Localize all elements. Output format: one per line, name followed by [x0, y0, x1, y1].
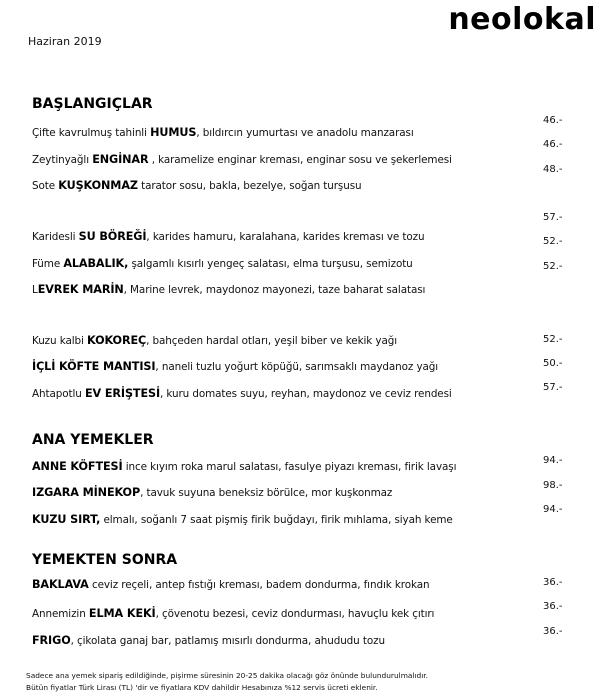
item-desc: , çikolata ganaj bar, patlamış mısırlı dondurma, ahududu tozu [70, 635, 385, 647]
menu-item [32, 634, 385, 648]
menu-item [32, 230, 424, 244]
item-name: İÇLİ KÖFTE MANTISI [32, 360, 156, 373]
item-desc: ince kıyım roka marul salatası, fasulye piyazı kreması, firik lavaşı [122, 461, 457, 473]
item-name: ELMA KEKİ [88, 607, 156, 620]
item-name: SU BÖREĞİ [78, 230, 147, 243]
item-price: 50.- [543, 358, 563, 369]
item-name: EV ERİŞTESİ [84, 387, 161, 400]
item-desc: tarator sosu, bakla, bezelye, soğan turşusu [137, 180, 362, 192]
item-desc: , çövenotu bezesi, ceviz dondurması, havuçlu kek çıtırı [155, 608, 435, 620]
item-desc: ceviz reçeli, antep fıstığı kreması, badem dondurma, fındık krokan [88, 579, 430, 591]
item-prefix: Ahtapotlu [32, 388, 85, 400]
item-price: 94.- [543, 504, 563, 515]
menu-item [32, 360, 438, 374]
item-price: 52.- [543, 261, 563, 272]
item-desc: , karides hamuru, karalahana, karides kreması ve tozu [146, 231, 425, 243]
item-prefix: Zeytinyağlı [32, 154, 93, 166]
menu-item [32, 179, 362, 193]
menu-item [32, 153, 452, 167]
menu-item [32, 126, 414, 140]
item-price: 46.- [543, 139, 563, 150]
menu-item [32, 257, 413, 271]
item-name: ALABALIK, [63, 257, 129, 270]
item-price: 36.- [543, 577, 563, 588]
item-desc: , bıldırcın yumurtası ve anadolu manzarası [196, 127, 414, 139]
item-prefix: Çifte kavrulmuş tahinli [32, 127, 151, 139]
section-title: ANA YEMEKLER [32, 432, 154, 448]
menu-item [32, 283, 425, 297]
item-prefix: Kuzu kalbi [32, 335, 87, 347]
item-price: 98.- [543, 480, 563, 491]
item-prefix: Füme [32, 258, 64, 270]
item-prefix: L [32, 284, 38, 296]
item-prefix: Sote [32, 180, 59, 192]
item-price: 48.- [543, 164, 563, 175]
item-name: KOKOREÇ [87, 334, 147, 347]
menu-item [32, 578, 429, 592]
item-price: 36.- [543, 626, 563, 637]
item-desc: , naneli tuzlu yoğurt köpüğü, sarımsaklı maydanoz yağı [155, 361, 439, 373]
menu-date: Haziran 2019 [28, 35, 102, 48]
brand-logo: neolokal [448, 2, 596, 37]
item-desc: , Marine levrek, maydonoz mayonezi, taze baharat salatası [123, 284, 426, 296]
menu-item [32, 334, 397, 348]
item-name: IZGARA MİNEKOP [32, 486, 141, 499]
menu-item [32, 513, 453, 527]
item-name: ENGİNAR [92, 153, 149, 166]
item-desc: , karamelize enginar kreması, enginar sosu ve şekerlemesi [148, 154, 452, 166]
item-prefix: Annemizin [32, 608, 89, 620]
footer-note-2: Bütün fiyatlar Türk Lirası (TL) 'dir ve fiyatlara KDV dahildir Hesabınıza %12 servis ücreti eklenir. [26, 683, 378, 692]
item-price: 52.- [543, 334, 563, 345]
item-desc: , tavuk suyuna beneksiz börülce, mor kuşkonmaz [140, 487, 393, 499]
item-price: 52.- [543, 236, 563, 247]
section-title: YEMEKTEN SONRA [32, 552, 178, 568]
item-price: 57.- [543, 212, 563, 223]
menu-item [32, 486, 392, 500]
item-name: HUMUS [150, 126, 197, 139]
item-price: 36.- [543, 601, 563, 612]
menu-item [32, 460, 456, 474]
item-name: KUZU SIRT, [32, 513, 101, 526]
item-name: FRIGO [32, 634, 71, 647]
item-name: KUŞKONMAZ [58, 179, 138, 192]
item-name: ANNE KÖFTESİ [32, 460, 123, 473]
item-price: 46.- [543, 115, 563, 126]
item-desc: şalgamlı kısırlı yengeç salatası, elma turşusu, semizotu [128, 258, 413, 270]
footer-note-1: Sadece ana yemek sipariş edildiğinde, pişirme süresinin 20-25 dakika olacağı göz önünde bulundurulmalıdır. [26, 671, 428, 680]
item-desc: elmalı, soğanlı 7 saat pişmiş firik buğdayı, firik mıhlama, siyah keme [100, 514, 453, 526]
item-price: 57.- [543, 382, 563, 393]
item-prefix: Karidesli [32, 231, 79, 243]
menu-item [32, 607, 434, 621]
item-desc: , bahçeden hardal otları, yeşil biber ve kekik yağı [146, 335, 397, 347]
item-desc: , kuru domates suyu, reyhan, maydonoz ve ceviz rendesi [160, 388, 452, 400]
section-title: BAŞLANGIÇLAR [32, 96, 153, 112]
menu-item [32, 387, 452, 401]
item-price: 94.- [543, 455, 563, 466]
item-name: BAKLAVA [32, 578, 89, 591]
item-name: EVREK MARİN [37, 283, 124, 296]
